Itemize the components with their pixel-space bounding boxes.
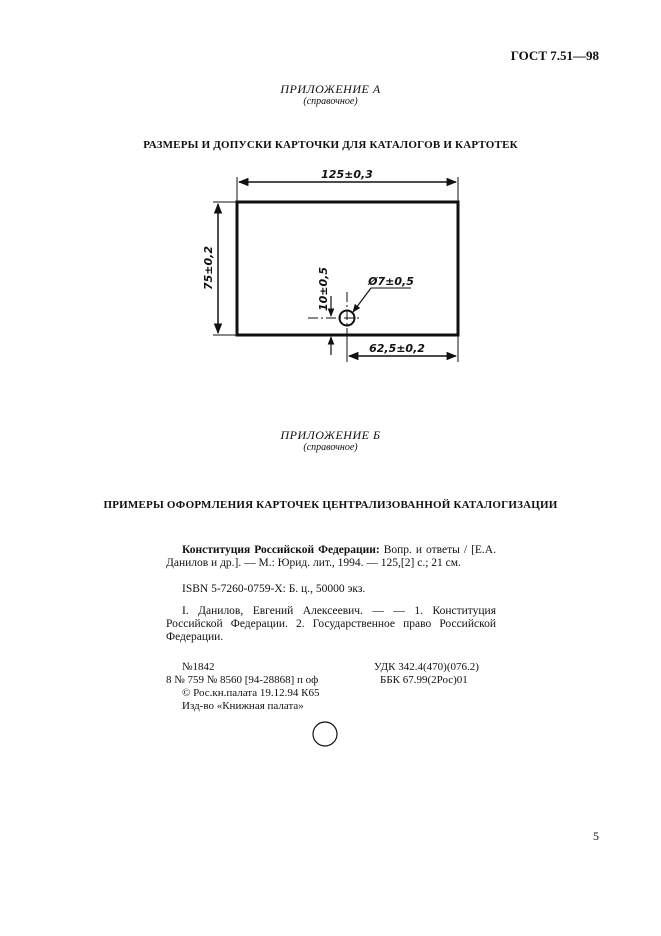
card-left-line-3: © Рос.кн.палата 19.12.94 К65: [182, 687, 320, 699]
card-left-line-4: Изд-во «Книжная палата»: [182, 700, 304, 712]
card-bbk: ББК 67.99(2Рос)01: [380, 674, 468, 686]
card-title-rest: Вопр. и ответы / [Е.А. Данилов и др.]. — М.: Юрид. лит., 1994. — 125,[2] с.; 21 см.: [166, 544, 496, 569]
card-left-line-1: №1842: [182, 661, 215, 673]
card-hole-icon: [310, 719, 340, 749]
page-number: 5: [593, 829, 599, 843]
appendix-b-title: ПРИЛОЖЕНИЕ Б: [280, 428, 381, 442]
width-dimension-label: 125±0,3: [321, 168, 373, 181]
hole-offset-label: 10±0,5: [317, 266, 330, 312]
card-left-block: [166, 661, 319, 713]
appendix-a-title: ПРИЛОЖЕНИЕ А: [280, 82, 381, 96]
card-description: [166, 544, 496, 570]
appendix-a-heading: РАЗМЕРЫ И ДОПУСКИ КАРТОЧКИ ДЛЯ КАТАЛОГОВ И КАРТОТЕК: [143, 139, 518, 151]
card-left-line-2: 8 № 759 № 8560 [94-28868] п оф: [166, 674, 319, 686]
appendix-a-note: (справочное): [303, 96, 358, 107]
card-udc: УДК 342.4(470)(076.2): [374, 661, 479, 673]
center-dimension-label: 62,5±0,2: [369, 342, 425, 355]
card-tracing: I. Данилов, Евгений Алексеевич. — — 1. Конституция Российской Федерации. 2. Государственное право Российской Федерации.: [166, 605, 496, 643]
card-dimension-drawing: [0, 0, 661, 400]
appendix-b-note: (справочное): [303, 442, 358, 453]
card-isbn: ISBN 5-7260-0759-X: Б. ц., 50000 экз.: [182, 583, 366, 595]
height-dimension-label: 75±0,2: [202, 245, 215, 291]
standard-code: ГОСТ 7.51—98: [510, 48, 599, 63]
hole-diameter-label: Ø7±0,5: [368, 275, 414, 288]
card-right-block: [374, 661, 479, 687]
appendix-b-heading: ПРИМЕРЫ ОФОРМЛЕНИЯ КАРТОЧЕК ЦЕНТРАЛИЗОВАННОЙ КАТАЛОГИЗАЦИИ: [103, 499, 558, 511]
card-title: Конституция Российской Федерации:: [182, 544, 380, 556]
